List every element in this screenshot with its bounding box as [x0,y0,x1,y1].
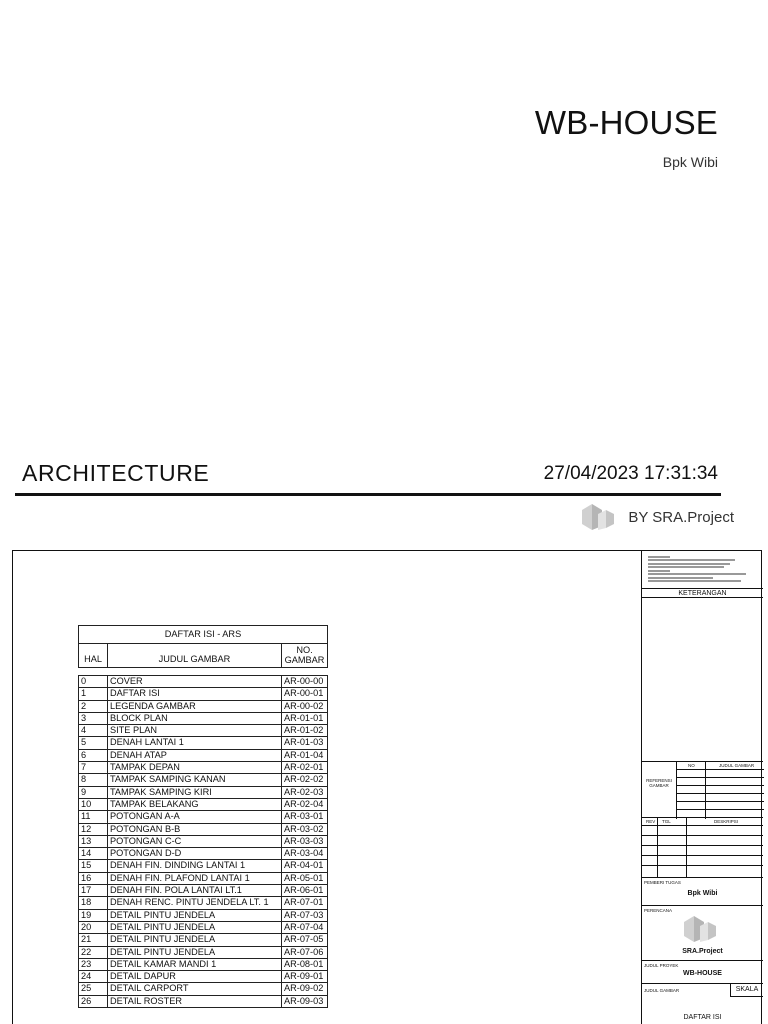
row-judul: DENAH ATAP [108,749,282,761]
ref-judul-label: JUDUL GAMBAR [719,763,755,768]
table-row [79,823,328,835]
owner-box [642,878,763,906]
referensi-box [642,761,763,818]
row-no: AR-01-01 [282,712,328,724]
table-row [79,786,328,798]
row-hal: 25 [79,983,108,995]
planner-logo-icon [682,914,722,944]
ref-no-label: NO [688,763,695,768]
table-title-row [79,626,328,644]
row-judul: TAMPAK DEPAN [108,762,282,774]
row-no: AR-09-01 [282,971,328,983]
row-hal: 2 [79,700,108,712]
row-no: AR-08-01 [282,958,328,970]
planner-box [642,906,763,961]
keterangan-label: KETERANGAN [642,588,763,598]
table-row [79,725,328,737]
divider-line [15,493,721,496]
row-no: AR-01-02 [282,725,328,737]
row-judul: DETAIL PINTU JENDELA [108,921,282,933]
row-hal: 15 [79,860,108,872]
section-label: ARCHITECTURE [22,460,210,486]
row-judul: DENAH LANTAI 1 [108,737,282,749]
row-no: AR-09-02 [282,983,328,995]
row-hal: 7 [79,762,108,774]
row-judul: BLOCK PLAN [108,712,282,724]
row-hal: 0 [79,676,108,688]
table-row [79,934,328,946]
row-judul: COVER [108,676,282,688]
cover-owner: Bpk Wibi [662,154,718,170]
row-no: AR-03-02 [282,823,328,835]
row-hal: 11 [79,811,108,823]
row-no: AR-03-04 [282,848,328,860]
row-judul: DETAIL ROSTER [108,995,282,1007]
row-hal: 23 [79,958,108,970]
row-judul: DENAH FIN. DINDING LANTAI 1 [108,860,282,872]
row-hal: 24 [79,971,108,983]
table-header-row [79,644,328,668]
table-row [79,798,328,810]
row-no: AR-03-01 [282,811,328,823]
row-no: AR-01-03 [282,737,328,749]
planner-label: PERENCANA [644,908,673,913]
row-judul: POTONGAN B-B [108,823,282,835]
row-no: AR-07-01 [282,897,328,909]
row-no: AR-07-06 [282,946,328,958]
col-no-line2: GAMBAR [284,655,325,665]
row-hal: 26 [79,995,108,1007]
row-no: AR-02-02 [282,774,328,786]
table-row [79,737,328,749]
row-no: AR-07-05 [282,934,328,946]
row-no: AR-05-01 [282,872,328,884]
byline-text: BY SRA.Project [628,508,734,526]
row-no: AR-04-01 [282,860,328,872]
byline [580,502,734,532]
row-judul: POTONGAN A-A [108,811,282,823]
project-name: WB-HOUSE [683,970,722,977]
table-row [79,983,328,995]
row-judul: DENAH RENC. PINTU JENDELA LT. 1 [108,897,282,909]
row-judul: LEGENDA GAMBAR [108,700,282,712]
row-hal: 4 [79,725,108,737]
col-hal: HAL [79,644,108,668]
cover-title: WB-HOUSE [534,104,718,141]
project-box [642,961,763,984]
table-row [79,688,328,700]
table-row [79,835,328,847]
row-hal: 1 [79,688,108,700]
owner-name: Bpk Wibi [687,890,718,897]
table-row [79,762,328,774]
row-no: AR-00-01 [282,688,328,700]
row-judul: SITE PLAN [108,725,282,737]
row-no: AR-00-02 [282,700,328,712]
daftar-isi-table [78,625,328,1008]
row-judul: DETAIL CARPORT [108,983,282,995]
row-hal: 16 [79,872,108,884]
row-hal: 17 [79,885,108,897]
drawing-title-box [642,984,763,1024]
row-no: AR-03-03 [282,835,328,847]
table-row [79,848,328,860]
drawing-name: DAFTAR ISI [683,1014,722,1021]
table-row [79,909,328,921]
table-gap [79,668,328,676]
owner-label: PEMBERI TUGAS [644,880,681,885]
row-hal: 8 [79,774,108,786]
row-judul: TAMPAK BELAKANG [108,798,282,810]
row-no: AR-02-01 [282,762,328,774]
row-judul: DETAIL PINTU JENDELA [108,934,282,946]
row-no: AR-07-03 [282,909,328,921]
row-judul: DETAIL KAMAR MANDI 1 [108,958,282,970]
row-judul: DETAIL DAPUR [108,971,282,983]
row-hal: 6 [79,749,108,761]
table-row [79,897,328,909]
table-row [79,712,328,724]
row-judul: POTONGAN D-D [108,848,282,860]
row-hal: 20 [79,921,108,933]
skala-label: SKALA [730,984,763,997]
row-judul: DAFTAR ISI [108,688,282,700]
drawing-sheet [12,550,762,1024]
table-row [79,921,328,933]
row-hal: 22 [79,946,108,958]
planner-name: SRA.Project [682,948,723,955]
row-judul: DENAH FIN. POLA LANTAI LT.1 [108,885,282,897]
table-row [79,995,328,1007]
title-block [641,551,762,1024]
row-no: AR-01-04 [282,749,328,761]
referensi-label: REFERENSI GAMBAR [646,778,672,788]
row-no: AR-06-01 [282,885,328,897]
row-judul: DETAIL PINTU JENDELA [108,909,282,921]
table-row [79,811,328,823]
row-hal: 12 [79,823,108,835]
row-hal: 13 [79,835,108,847]
table-row [79,958,328,970]
deskripsi-label: DESKRIPSI [714,819,739,824]
row-judul: DENAH FIN. PLAFOND LANTAI 1 [108,872,282,884]
table-row [79,676,328,688]
table-row [79,872,328,884]
row-no: AR-09-03 [282,995,328,1007]
table-row [79,946,328,958]
table-title: DAFTAR ISI - ARS [79,626,328,644]
row-hal: 5 [79,737,108,749]
table-row [79,885,328,897]
row-hal: 18 [79,897,108,909]
table-row [79,860,328,872]
row-hal: 21 [79,934,108,946]
timestamp: 27/04/2023 17:31:34 [543,463,718,484]
row-judul: DETAIL PINTU JENDELA [108,946,282,958]
notes-box [642,551,763,589]
row-no: AR-07-04 [282,921,328,933]
row-hal: 3 [79,712,108,724]
sra-logo-icon [580,502,620,532]
row-hal: 14 [79,848,108,860]
row-judul: POTONGAN C-C [108,835,282,847]
row-judul: TAMPAK SAMPING KIRI [108,786,282,798]
row-no: AR-02-04 [282,798,328,810]
row-no: AR-02-03 [282,786,328,798]
table-row [79,749,328,761]
row-hal: 10 [79,798,108,810]
row-hal: 9 [79,786,108,798]
col-no [282,644,328,668]
project-label: JUDUL PROYEK [644,963,679,968]
row-judul: TAMPAK SAMPING KANAN [108,774,282,786]
table-row [79,774,328,786]
tgl-label: TGL [662,819,671,824]
row-hal: 19 [79,909,108,921]
row-no: AR-00-00 [282,676,328,688]
table-row [79,971,328,983]
col-no-line1: NO. [296,645,313,655]
table-row [79,700,328,712]
rev-label: REV [646,819,656,824]
revisi-box [642,818,763,878]
col-judul: JUDUL GAMBAR [108,644,282,668]
drawing-label: JUDUL GAMBAR [644,988,680,993]
